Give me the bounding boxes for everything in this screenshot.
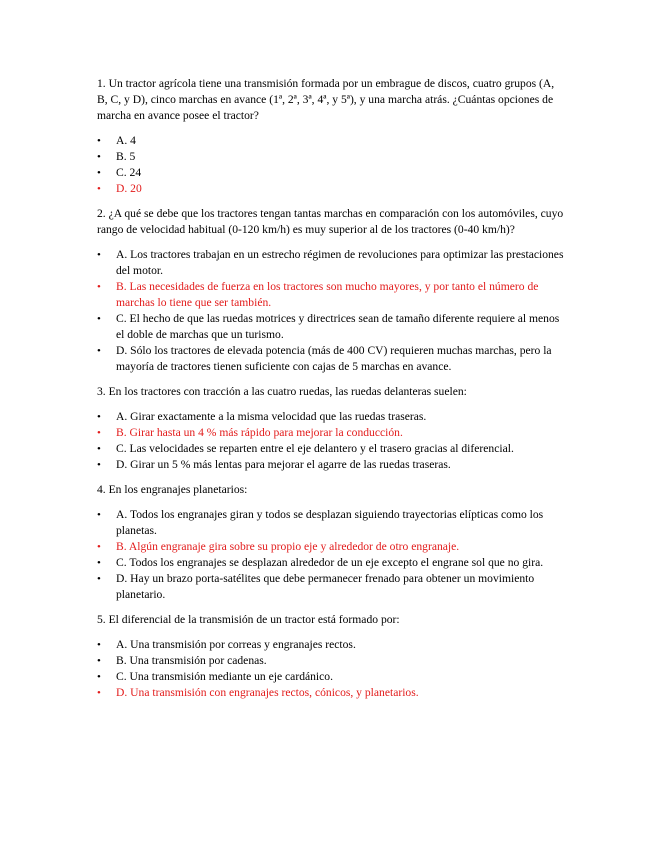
option-text: A. Todos los engranajes giran y todos se desplazan siguiendo trayectorias elípticas como los planetas. (116, 508, 544, 537)
option-2b-correct (97, 279, 567, 311)
option-text: C. Todos los engranajes se desplazan alrededor de un eje excepto el engrane sol que no gira. (116, 556, 544, 569)
bullet-icon: • (97, 411, 101, 423)
bullet-icon: • (97, 135, 101, 147)
bullet-icon: • (97, 167, 101, 179)
option-1d-correct (97, 181, 567, 197)
option-text: C. 24 (116, 166, 142, 179)
question-3: 3. En los tractores con tracción a las cuatro ruedas, las ruedas delanteras suelen: (97, 385, 467, 398)
option-4a (97, 507, 567, 539)
option-text: D. Sólo los tractores de elevada potencia (más de 400 CV) requieren muchas marchas, pero la mayoría de tractores tienen suficiente con cajas de 5 marchas en avance. (116, 344, 552, 373)
option-5d-correct (97, 685, 567, 701)
bullet-icon: • (97, 687, 101, 699)
option-4b-correct (97, 539, 567, 555)
bullet-icon: • (97, 281, 101, 293)
options-list-1 (97, 133, 567, 197)
bullet-icon: • (97, 443, 101, 455)
option-3a (97, 409, 567, 425)
option-3d (97, 457, 567, 473)
bullet-icon: • (97, 655, 101, 667)
option-text: B. Algún engranaje gira sobre su propio eje y alrededor de otro engranaje. (116, 540, 460, 553)
option-text: D. Hay un brazo porta-satélites que debe permanecer frenado para obtener un movimiento planetario. (116, 572, 535, 601)
option-text: A. Una transmisión por correas y engranajes rectos. (116, 638, 356, 651)
option-text: D. Girar un 5 % más lentas para mejorar el agarre de las ruedas traseras. (116, 458, 451, 471)
option-text: C. Una transmisión mediante un eje cardánico. (116, 670, 333, 683)
bullet-icon: • (97, 639, 101, 651)
question-1: 1. Un tractor agrícola tiene una transmisión formada por un embrague de discos, cuatro grupos (A, B, C, y D), cinco marchas en avance (1ª, 2ª, 3ª, 4ª, y 5ª), y una marcha atrás. ¿Cuántas opciones de marcha en avance posee el tractor? (97, 77, 555, 122)
bullet-icon: • (97, 313, 101, 325)
option-3c (97, 441, 567, 457)
options-list-4 (97, 507, 567, 603)
options-list-2 (97, 247, 567, 375)
option-text: A. Girar exactamente a la misma velocidad que las ruedas traseras. (116, 410, 427, 423)
bullet-icon: • (97, 249, 101, 261)
option-1b (97, 149, 567, 165)
options-list-5 (97, 637, 567, 701)
question-5: 5. El diferencial de la transmisión de un tractor está formado por: (97, 613, 400, 626)
bullet-icon: • (97, 151, 101, 163)
option-1a (97, 133, 567, 149)
option-5b (97, 653, 567, 669)
bullet-icon: • (97, 557, 101, 569)
option-text: D. 20 (116, 182, 142, 195)
option-4d (97, 571, 567, 603)
option-text: B. 5 (116, 150, 136, 163)
bullet-icon: • (97, 671, 101, 683)
option-text: D. Una transmisión con engranajes rectos, cónicos, y planetarios. (116, 686, 419, 699)
option-2c (97, 311, 567, 343)
option-text: A. 4 (116, 134, 136, 147)
question-4: 4. En los engranajes planetarios: (97, 483, 248, 496)
option-4c (97, 555, 567, 571)
bullet-icon: • (97, 573, 101, 585)
option-text: B. Girar hasta un 4 % más rápido para mejorar la conducción. (116, 426, 403, 439)
option-text: C. El hecho de que las ruedas motrices y directrices sean de tamaño diferente requiere al menos el doble de marchas que un turismo. (116, 312, 560, 341)
option-text: C. Las velocidades se reparten entre el eje delantero y el trasero gracias al diferencial. (116, 442, 514, 455)
document-body (97, 76, 567, 710)
bullet-icon: • (97, 541, 101, 553)
option-text: A. Los tractores trabajan en un estrecho régimen de revoluciones para optimizar las prestaciones del motor. (116, 248, 564, 277)
options-list-3 (97, 409, 567, 473)
option-5a (97, 637, 567, 653)
question-2: 2. ¿A qué se debe que los tractores tengan tantas marchas en comparación con los automóviles, cuyo rango de velocidad habitual (0-120 km/h) es muy superior al de los tractores (0-40 km/h)? (97, 207, 564, 236)
option-1c (97, 165, 567, 181)
bullet-icon: • (97, 345, 101, 357)
bullet-icon: • (97, 459, 101, 471)
option-text: B. Una transmisión por cadenas. (116, 654, 267, 667)
bullet-icon: • (97, 183, 101, 195)
option-5c (97, 669, 567, 685)
option-2a (97, 247, 567, 279)
option-text: B. Las necesidades de fuerza en los tractores son mucho mayores, y por tanto el número de marchas lo tiene que ser también. (116, 280, 539, 309)
option-3b-correct (97, 425, 567, 441)
bullet-icon: • (97, 427, 101, 439)
bullet-icon: • (97, 509, 101, 521)
option-2d (97, 343, 567, 375)
